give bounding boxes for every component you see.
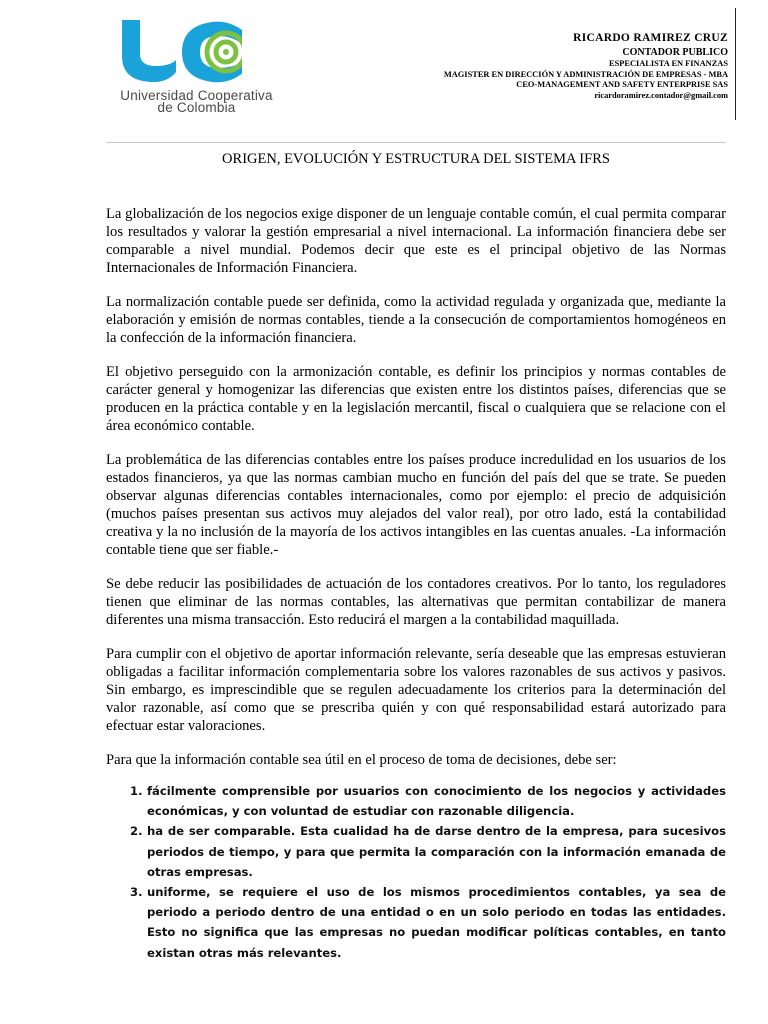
list-number: 1. xyxy=(130,784,143,798)
author-title: CONTADOR PUBLICO xyxy=(622,47,728,58)
paragraph: La problemática de las diferencias contables entre los países produce incredulidad en los usuarios de los estados financieros, ya que las normas cambian mucho en función del país del que se trate. Se pueden observar algunas diferencias contables internacionales, como por ejemplo: el precio de adquisición (muchos países presentan sus activos muy alejados del valor real), por otro lado, está la contabilidad creativa y la no inclusión de la mayoría de los activos intangibles en las cuentas anuales. -La información contable tiene que ser fiable.- xyxy=(106,452,726,558)
logo-dot xyxy=(223,49,229,55)
document-title: ORIGEN, EVOLUCIÓN Y ESTRUCTURA DEL SISTEMA IFRS xyxy=(222,151,610,167)
paragraph: Para cumplir con el objetivo de aportar información relevante, sería deseable que las empresas estuvieran obligadas a facilitar información complementaria sobre los valores razonables de sus activos y pasivos. Sin embargo, es imprescindible que se regulen adecuadamente los criterios para la determinación del valor razonable, así como que se prescriba quién y con qué responsabilidad estará autorizado para efectuar estar valoraciones. xyxy=(106,646,726,734)
logo-name-line2: de Colombia xyxy=(157,100,236,115)
header-vertical-rule xyxy=(735,8,736,120)
header-divider xyxy=(106,142,726,143)
document-body xyxy=(106,205,726,963)
list-number: 2. xyxy=(130,824,143,839)
author-header xyxy=(444,31,728,101)
list-item-text: fácilmente comprensible por usuarios con conocimiento de los negocios y actividades económicas, y con voluntad de estudiar con razonable diligencia. xyxy=(147,784,726,819)
logo-name-line1: Universidad Cooperativa xyxy=(120,88,273,103)
list-intro: Para que la información contable sea útil en el proceso de toma de decisiones, debe ser: xyxy=(106,752,617,768)
list-item xyxy=(106,882,726,963)
uc-logo-icon xyxy=(104,16,289,88)
author-credential: CEO-MANAGEMENT AND SAFETY ENTERPRISE SAS xyxy=(516,80,728,89)
paragraph: La normalización contable puede ser definida, como la actividad regulada y organizada que, mediante la elaboración y emisión de normas contables, tiende a la consecución de comportamientos homogéneos en la confección de la información financiera. xyxy=(106,294,726,346)
list-number: 3. xyxy=(130,885,143,900)
author-credential: ESPECIALISTA EN FINANZAS xyxy=(609,59,728,68)
list-item xyxy=(106,821,726,882)
logo-u-shape xyxy=(122,20,176,82)
university-logo xyxy=(104,16,289,115)
paragraph: El objetivo perseguido con la armonización contable, es definir los principios y normas contables de carácter general y homogenizar las diferencias que existen entre los distintos países, diferencias que se producen en la práctica contable y en la legislación mercantil, fiscal o cualquiera que se relacione con el área económico contable. xyxy=(106,364,726,434)
list-item-text: uniforme, se requiere el uso de los mismos procedimientos contables, ya sea de periodo a periodo dentro de una entidad o en un solo periodo en todas las entidades. Esto no significa que las empresas no puedan modificar políticas contables, en tanto existan otras más relevantes. xyxy=(147,885,726,960)
author-credential: MAGISTER EN DIRECCIÓN Y ADMINISTRACIÓN DE EMPRESAS - MBA xyxy=(443,69,728,79)
requirements-list xyxy=(106,781,726,963)
list-item-text: ha de ser comparable. Esta cualidad ha de darse dentro de la empresa, para sucesivos periodos de tiempo, y para que permita la comparación con la información emanada de otras empresas. xyxy=(147,824,726,879)
paragraph: Se debe reducir las posibilidades de actuación de los contadores creativos. Por lo tanto, los reguladores tienen que eliminar de las normas contables, las alternativas que permitan contabilizar de manera diferentes una misma transacción. Esto reducirá el margen a la contabilidad maquillada. xyxy=(106,576,726,628)
list-item xyxy=(106,781,726,821)
author-name: RICARDO RAMIREZ CRUZ xyxy=(573,32,728,44)
author-email: ricardoramirez.contador@gmail.com xyxy=(594,90,728,100)
paragraph: La globalización de los negocios exige disponer de un lenguaje contable común, el cual permita comparar los resultados y valorar la gestión empresarial a nivel internacional. La información financiera debe ser comparable a nivel mundial. Podemos decir que este es el principal objetivo de las Normas Internacionales de Información Financiera. xyxy=(106,206,726,276)
